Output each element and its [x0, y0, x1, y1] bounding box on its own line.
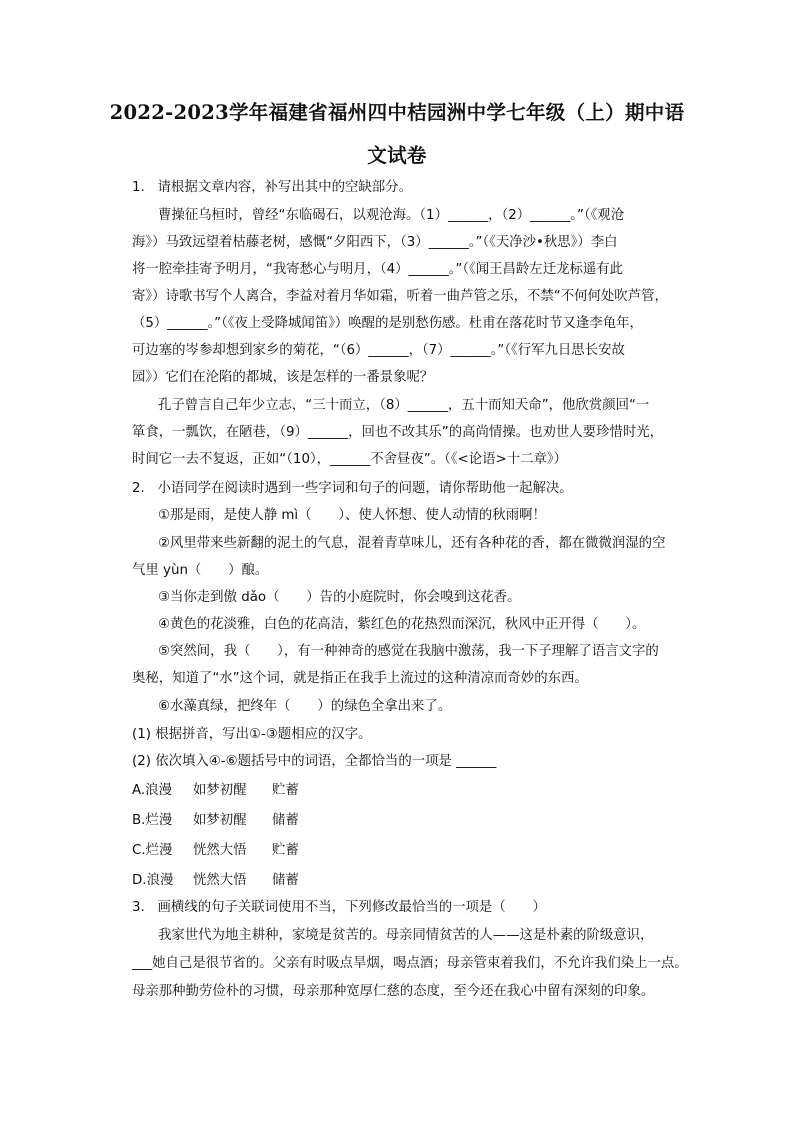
question-2-line: 气里 yùn（ ）酿。: [132, 563, 269, 578]
question-1-line: 将一腔牵挂寄予明月，“我寄愁心与明月，（4）______。”（《闻王昌龄左迁龙标遥有此: [132, 262, 624, 277]
question-2-sub-1: (1) 根据拼音，写出①-③题相应的汉字。: [132, 727, 372, 742]
question-2-sub-2: (2) 依次填入④-⑥题括号中的词语，全都恰当的一项是 ______: [132, 754, 497, 769]
option-word: 贮蓄: [272, 783, 299, 798]
question-3-line: ___她自己是很节省的。父亲有时吸点旱烟，喝点酒；母亲管束着我们，不允许我们染上一点。: [132, 956, 688, 971]
question-2-line: ⑤突然间，我（ ），有一种神奇的感觉在我脑中激荡，我一下子理解了语言文字的: [158, 644, 659, 659]
option-word: 贮蓄: [272, 843, 299, 858]
question-1-line: （5）______。”（《夜上受降城闻笛》）唤醒的是别愁伤感。杜甫在落花时节又逢李龟年，: [132, 316, 643, 331]
question-2-line: ①那是雨，是使人静 mì（ ）、使人怀想、使人动情的秋雨啊！: [158, 508, 546, 523]
question-1-line: 孔子曾言自己年少立志，“三十而立，（8）______，五十而知天命”，他欣赏颜回“一: [158, 398, 650, 413]
question-2-line: ③当你走到傲 dǎo（ ）告的小庭院时，你会嗅到这花香。: [158, 590, 521, 605]
option-word: D.浪漫: [132, 873, 174, 888]
option-word: 如梦初醒: [193, 783, 247, 798]
option-word: C.烂漫: [132, 843, 173, 858]
question-3-line: 我家世代为地主耕种，家境是贫苦的。母亲同情贫苦的人——这是朴素的阶级意识，: [158, 928, 654, 943]
question-1-line: 时间它一去不复返，正如“（10），______不舍昼夜”。（《<论语>十二章》）: [132, 452, 567, 467]
exam-title-line-1: 2022-2023学年福建省福州四中桔园洲中学七年级（上）期中语: [109, 101, 685, 124]
question-2-line: ④黄色的花淡雅，白色的花高洁，紫红色的花热烈而深沉，秋风中正开得（ ）。: [158, 617, 646, 632]
question-1-line: 箪食，一瓢饮，在陋巷，（9）______，回也不改其乐”的高尚情操。也劝世人要珍惜时光，: [132, 425, 663, 440]
option-word: A.浪漫: [132, 783, 172, 798]
question-1-line: 园》）它们在沦陷的都城，该是怎样的一番景象呢？: [132, 370, 434, 385]
question-1-line: 可边塞的岑参却想到家乡的菊花，“（6）______，（7）______。”（《行军九日思长安故: [132, 343, 625, 358]
option-word: 恍然大悟: [193, 873, 247, 888]
question-1-stem: 1. 请根据文章内容，补写出其中的空缺部分。: [132, 180, 412, 195]
question-2-line: 奥秘，知道了“水”这个词，就是指正在我手上流过的这种清凉而奇妙的东西。: [132, 671, 588, 686]
question-1-line: 寄》）诗歌书写个人离合，李益对着月华如霜，听着一曲芦管之乐，不禁“不何何处吹芦管，: [132, 289, 668, 304]
question-3-line: 母亲那种勤劳俭朴的习惯，母亲那种宽厚仁慈的态度，至今还在我心中留有深刻的印象。: [132, 984, 655, 999]
option-word: 储蓄: [272, 813, 299, 828]
question-3-stem: 3. 画横线的句子关联词使用不当，下列修改最恰当的一项是（ ）: [132, 900, 546, 915]
question-1-line: 曹操征乌桓时，曾经“东临碣石，以观沧海。（1）______，（2）______。”（《观沧: [158, 208, 625, 223]
option-word: 如梦初醒: [193, 813, 247, 828]
option-word: 储蓄: [272, 873, 299, 888]
option-word: B.烂漫: [132, 813, 173, 828]
question-2-line: ⑥水藻真绿，把终年（ ）的绿色全拿出来了。: [158, 699, 452, 714]
exam-title-line-2: 文试卷: [367, 144, 427, 167]
question-2-stem: 2. 小语同学在阅读时遇到一些字词和句子的问题，请你帮助他一起解决。: [132, 481, 573, 496]
question-1-line: 海》）马致远望着枯藤老树，感慨“夕阳西下，（3）______。”（《天净沙•秋思》）李白: [132, 235, 618, 250]
option-word: 恍然大悟: [193, 843, 247, 858]
question-2-line: ②风里带来些新翻的泥土的气息，混着青草味儿，还有各种花的香，都在微微润湿的空: [158, 536, 666, 551]
